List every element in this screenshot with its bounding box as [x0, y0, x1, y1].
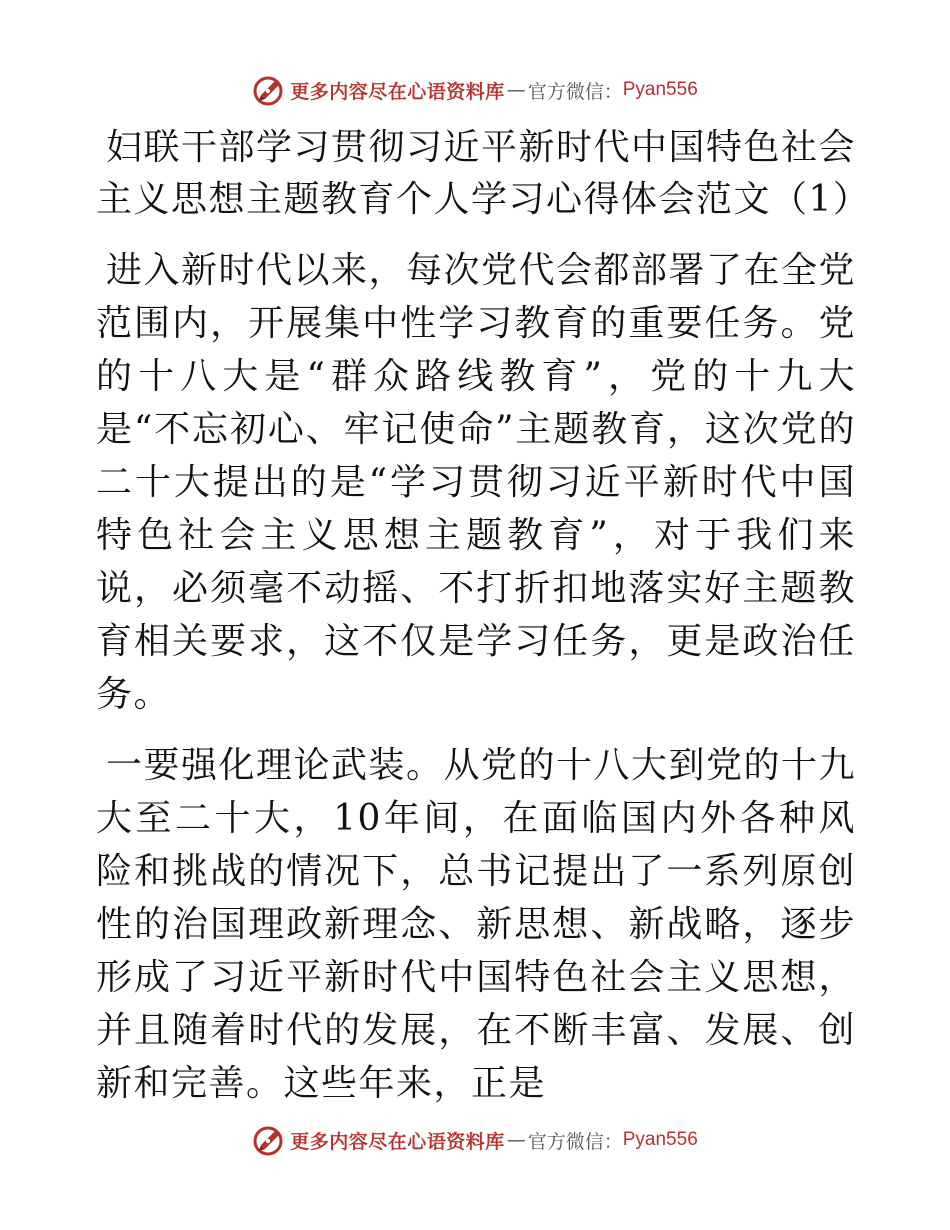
watermark-header — [0, 70, 950, 110]
watermark-wechat-id: Pyan556 — [622, 1129, 698, 1150]
watermark-wechat-id: Pyan556 — [622, 79, 698, 100]
paragraph-1: 进入新时代以来，每次党代会都部署了在全党范围内，开展集中性学习教育的重要任务。党的十八大是“群众路线教育”，党的十九大是“不忘初心、牢记使命”主题教育，这次党的二十大提出的是“学习贯彻习近平新时代中国特色社会主义思想主题教育”，对于我们来说，必须毫不动摇、不打折扣地落实好主题教育相关要求，这不仅是学习任务，更是政治任务。 — [96, 250, 857, 715]
watermark-site-text: 更多内容尽在心语资料库 — [290, 80, 505, 103]
watermark-site-text: 更多内容尽在心语资料库 — [290, 1130, 505, 1153]
paragraph-2: 一要强化理论武装。从党的十八大到党的十九大至二十大，10年间，在面临国内外各种风险和挑战的情况下，总书记提出了一系列原创性的治国理政新理念、新思想、新战略，逐步形成了习近平新时代中国特色社会主义思想，并且随着时代的发展，在不断丰富、发展、创新和完善。这些年来，正是 — [96, 745, 857, 1104]
pen-logo-icon — [252, 73, 286, 107]
document-body — [96, 122, 871, 1128]
watermark-wechat-label: 官方微信： — [527, 1130, 623, 1153]
watermark-dash: — — [506, 1129, 526, 1151]
watermark-wechat-label: 官方微信： — [527, 80, 623, 103]
watermark-footer — [0, 1120, 950, 1160]
pen-logo-icon — [252, 1123, 286, 1157]
document-title: 妇联干部学习贯彻习近平新时代中国特色社会主义思想主题教育个人学习心得体会范文（1） — [96, 127, 871, 220]
watermark-dash: — — [506, 79, 526, 101]
